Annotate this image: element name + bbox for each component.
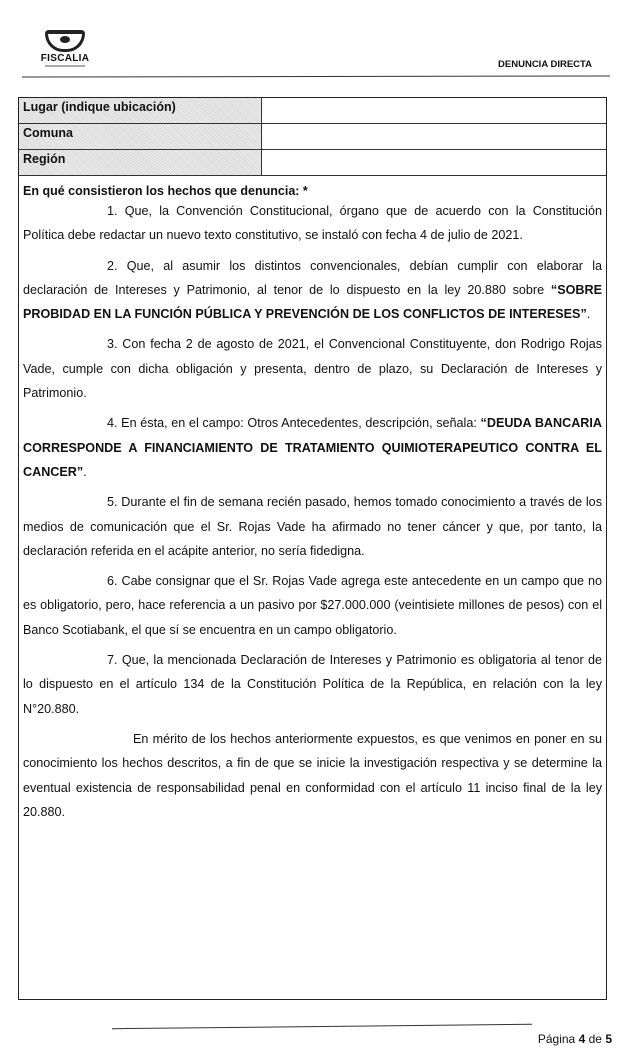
paragraph-text: 3. Con fecha 2 de agosto de 2021, el Convencional Constituyente, don Rodrigo Rojas Vade, cumple con dicha obligación y presenta, dentro de plazo, su Declaración de Intereses y Patrimonio. (23, 337, 602, 401)
logo-text: FISCALIA (40, 53, 90, 64)
field-label: Lugar (indique ubicación) (19, 98, 262, 123)
field-label: Comuna (19, 124, 262, 149)
form-row-lugar (19, 98, 606, 124)
paragraph-bold: “DEUDA BANCARIA CORRESPONDE A FINANCIAMIENTO DE TRATAMIENTO QUIMIOTERAPEUTICO CONTRA EL CANCER” (23, 416, 602, 479)
facts-question: En qué consistieron los hechos que denuncia: * (23, 184, 308, 198)
paragraph-text: 7. Que, la mencionada Declaración de Intereses y Patrimonio es obligatoria al tenor de lo dispuesto en el artículo 134 de la Constitución Política de la República, en relación con la ley N°20.880. (23, 653, 602, 716)
closing-paragraph: En mérito de los hechos anteriormente expuestos, es que venimos en poner en su conocimiento los hechos descritos, a fin de que se inicie la investigación respectiva y se determine la eventual existencia de responsabilidad penal en conformidad con el artículo 11 inciso final de la ley 20.880. (23, 731, 602, 819)
form-row-comuna (19, 124, 606, 150)
page-current: 4 (578, 1032, 586, 1046)
page-number (538, 1032, 612, 1046)
header-divider (22, 75, 610, 77)
footer-divider (112, 1024, 532, 1029)
paragraph-text: . (83, 464, 87, 479)
page-of: de (588, 1032, 602, 1046)
complaint-form (18, 97, 607, 1000)
paragraph (23, 332, 602, 405)
form-row-region (19, 150, 606, 176)
region-field[interactable] (262, 150, 606, 175)
page-total: 5 (605, 1032, 612, 1046)
facts-body (19, 199, 606, 824)
field-label: Región (19, 150, 262, 175)
paragraph-text: 6. Cabe consignar que el Sr. Rojas Vade agrega este antecedente en un campo que no es obligatorio, pero, hace referencia a un pasivo por $27.000.000 (veintisiete millones de pesos) con el Banco Scotiabank, el que sí se encuentra en un campo obligatorio. (23, 574, 602, 637)
paragraph (23, 490, 602, 563)
paragraph-text: 1. Que, la Convención Constitucional, órgano que de acuerdo con la Constitución Política debe redactar un nuevo texto constitutivo, se instaló con fecha 4 de julio de 2021. (23, 204, 602, 243)
page-word: Página (537, 1032, 576, 1046)
document-title: DENUNCIA DIRECTA (498, 59, 592, 70)
paragraph-text: 2. Que, al asumir los distintos convencionales, debían cumplir con elaborar la declaración de Intereses y Patrimonio, al tenor de lo dispuesto en la ley 20.880 sobre (23, 258, 602, 297)
paragraph (23, 199, 602, 248)
fiscalia-emblem-icon (45, 30, 85, 52)
paragraph (23, 411, 602, 484)
lugar-field[interactable] (262, 98, 606, 123)
paragraph-text: 5. Durante el fin de semana recién pasado, hemos tomado conocimiento a través de los medios de comunicación que el Sr. Rojas Vade ha afirmado no tener cáncer y que, por tanto, la declaración referida en el acápite anterior, no sería fidedigna. (23, 495, 602, 558)
paragraph (23, 569, 602, 642)
paragraph-text: . (586, 307, 591, 322)
paragraph-bold: “SOBRE PROBIDAD EN LA FUNCIÓN PÚBLICA Y PREVENCIÓN DE LOS CONFLICTOS DE INTERESES” (23, 282, 602, 322)
comuna-field[interactable] (262, 124, 606, 149)
paragraph (23, 648, 602, 721)
paragraph (23, 254, 602, 327)
fiscalia-logo (30, 30, 100, 67)
logo-subline (45, 65, 85, 67)
paragraph-text: 4. En ésta, en el campo: Otros Antecedentes, descripción, señala: (107, 416, 481, 431)
